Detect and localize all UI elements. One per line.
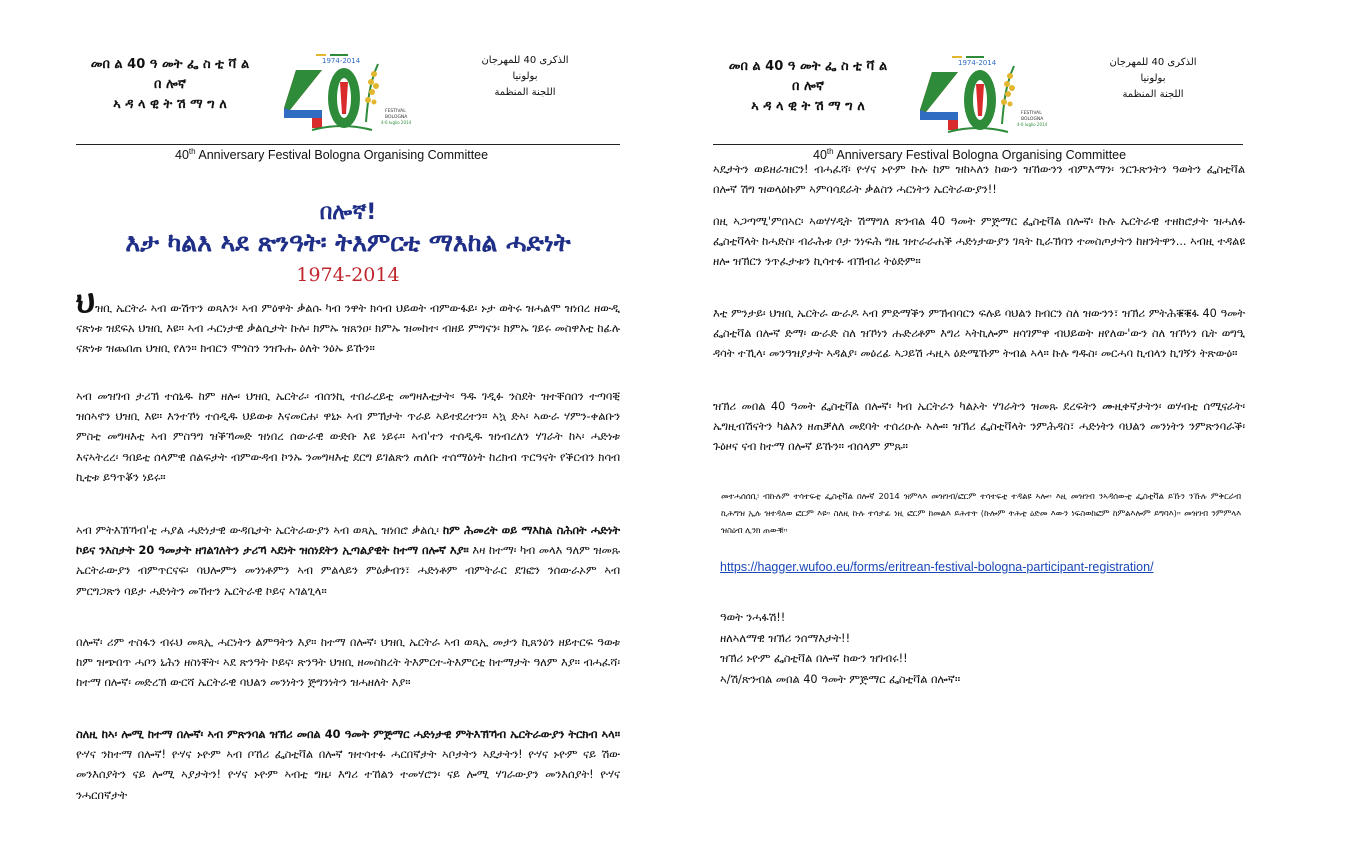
paragraph-r1: ኣዴታትን ወይዘራዝርን! ብሓፈሻ፡ ዮሃና ኑዮም ኩሉ ከም ዝከኣለን ከውን ዝኸውንን ብምእማን፡ ንርጉጽንትን ዓወትን ፌስቲቫል በሎኛ ሽግ ዝወላዕኩም ኣምባሳደራት ቃልስን ሓርነትን ኤርትራውያን!! xyxy=(713,163,1245,197)
svg-text:4-6 luglio 2014: 4-6 luglio 2014 xyxy=(381,120,412,125)
letterhead-subtitle: 40th Anniversary Festival Bologna Organising Committee xyxy=(175,147,489,163)
registration-link[interactable]: https://hagger.wufoo.eu/forms/eritrean-festival-bologna-participant-registration/ xyxy=(720,560,1154,574)
svg-text:FESTIVAL: FESTIVAL xyxy=(1021,111,1042,116)
letterhead-arabic-line: الذكرى 40 للمهرجان xyxy=(1109,57,1197,68)
festival-40-logo xyxy=(918,50,1048,136)
letterhead-arabic xyxy=(455,53,595,101)
paragraph-r3: እቲ ምንታይ፡ ህዝቢ ኤርትራ ውራዶ ኣብ ምድማቕን ምኽብባርን ፍሉይ ባህልን ክብርን ስለ ዝውንን፣ ዝኽሪ ምትሕቑቑፋ 40 ዓመት ፌስቲቫል በሎኛ ድማ፡ ውራድ ስለ ዝኾነን ሑድሪቶም እግሪ ኣትኪሎም ዘሳገምዋ ብህይወት ዘየለው'ውን ስለ ዝኾነን ቤት ወግዒ ዳሳት ተኺላ፡ መንዓዝያታት ኣዳልያ፡ መዕረፊ ኣጋይሽ ሓዚኣ ዕድሜኹም ትብል ኣላ። ኩሉ ግዱስ፡ መርሓባ ኪብላን ኪገኝን ትጽውዕ። xyxy=(713,307,1245,361)
paragraph-4: በሎኛ፡ ሪም ተስፋን ብሩህ መጻኢ ሓርነትን ልምዓትን እያ። ከተማ በሎኛ፡ ህዝቢ ኤርትራ ኣብ ወጻኢ መታን ኪጸንዕን ዘይተርፍ ዓወቱ ከም ዝጭበጥ ሓቦን ኒሕን ዘስነቐት፡ ኣደ ጽንዓት ኮይና፡ ጽንዓት ህዝቢ ዘመስከረት ትእምርተ-ትእምርቲ ከተማታት ዓለም እያ። ብሓፈሻ፡ ከተማ በሎኛ፡ መድረኽ ውርሻ ኤርትራዊ ባህልን መንነትን ጅግንነትን ዝሓዘለት እያ። xyxy=(76,636,620,690)
svg-text:BOLOGNA: BOLOGNA xyxy=(385,115,408,120)
svg-text:1974-2014: 1974-2014 xyxy=(958,59,997,67)
document-title-line2: እታ ካልእ ኣደ ጽንዓት፡ ትእምርቲ ማእከል ሓድነት xyxy=(125,228,571,257)
letterhead-arabic-line: اللجنة المنظمة xyxy=(1122,89,1184,100)
paragraph-r4: ዝኽሪ መበል 40 ዓመት ፌስቲቫል በሎኛ፡ ካብ ኤርትራን ካልኦት ሃገራትን ዝመጹ ደረፍትን ሙዚቀኛታትን፡ ወሃብቲ ሰሚናራት፡ ኤግዚብሽናትን ካልእን ዘጠቓለለ መደባት ተሰሪዑሉ ኣሎ። ዝኽሪ ፌስቲቫላት ንምሕዳስ፣ ሓድነትን ባህልን መንነትን ንምጽንባራቕ፡ ጉዕዞና ናብ ከተማ በሎኛ ይኹን። ብሰላም ምጹ። xyxy=(713,400,1245,454)
letterhead-divider xyxy=(76,144,620,145)
letterhead-amharic-line: መበ ል 40 ዓ መት ፌ ስ ቲ ቫ ል xyxy=(90,57,250,72)
drop-cap: ህ xyxy=(76,285,95,320)
svg-text:FESTIVAL: FESTIVAL xyxy=(385,109,406,114)
letterhead-amharic xyxy=(80,55,260,115)
letterhead-subtitle: 40th Anniversary Festival Bologna Organising Committee xyxy=(813,147,1127,163)
paragraph-5: ስለዚ ከኣ፡ ሎሚ ከተማ በሎኛ፡ ኣብ ምጽንባል ዝኽሪ መበል 40 ዓመት ምጅማር ሓድነታዊ ምትእኽኻብ ኤርትራውያን ትርክብ ኣላ። ዮሃና ንከተማ በሎኛ! ዮሃና ኑዮም ኣብ ቦኸሪ ፌስቲቫል በሎኛ ዝተሳተፉ ሓርበኛታት ኣቦታትን ኣዴታትን! ዮሃና ኑዮም ናይ ሽው መንእሰያትን ናይ ሎሚ ኣያታትን! ዮሃና ኑዮም ኣብቲ ግዜ፡ እግሪ ተኸልን ተመሃሮን፡ ናይ ሎሚ ሃገራውያን መንእሰያት! ዮሃና ንሓርበኛታት xyxy=(76,728,620,802)
closing-line: ዓወት ንሓፋሽ!! xyxy=(720,611,786,624)
paragraph-3: ኣብ ምትእኽኻብ'ቲ ሓያል ሓድነታዊ ውዳቤታት ኤርትራውያን ኣብ ወጻኢ ዝነበሮ ቃልሲ፡ ከም ሕመረት ወይ ማእከል ስሕበት ሓድነት ኮይና ንእስታት 20 ዓመታት ዘገልገለትን ታሪኻ ኣደነት ዝሰነደትን ኢጣልያዊት ከተማ በሎኛ እያ። እዛ ከተማ፡ ካብ መላእ ዓለም ዝመጹ ኤርትራውያን ብምጥርናፍ፡ ባህሎምን መንነቶምን ኣብ ምልላይን ምዕቃብን፣ ሓድነቶም ብምትራር ደገፎን ንሰውራኦም ኣብ ምርግጋጽን ባይታ ሓድነትን መኸተን ኤርትራዊ ኮይና ኣገልጊላ። xyxy=(76,524,620,598)
svg-text:4-6 luglio 2014: 4-6 luglio 2014 xyxy=(1017,122,1048,127)
paragraph-r2: በዚ ኣጋጣሚ'ምበኣር፡ ኣወሃሃዲት ሽማግለ ጽንብል 40 ዓመት ምጅማር ፌስቲቫል በሎኛ፡ ኩሉ ኤርትራዊ ተዘከሮታት ዝሓለፉ ፌስቲቫላት ከሓድስ፡ ብራሕቱ ቦታ ንነፍሕ ግዜ ዝተራራሐቕ ሓድነታውያን ገጻት ኪራኽባን ተመስጦታትን ከዘንትዋን... ኣብዚ ተዳልዩ ዘሎ ዝኽርን ንጥፈታቱን ኪሳተፉ ብኽብሪ ትዕድም። xyxy=(713,215,1245,269)
closing-line: ኣ/ሽ/ጽንብል መበል 40 ዓመት ምጅማር ፌስቲቫል በሎኛ። xyxy=(720,672,961,686)
closing-line: ዝኽሪ ኑዮም ፌስቲቫል በሎኛ ከውን ዝገብሩ!! xyxy=(720,652,908,665)
document-title-line1: በሎኛ! xyxy=(319,200,377,225)
letterhead-amharic-line: ኣ ዳ ላ ዊ ት ሽ ማ ግ ለ xyxy=(113,97,227,112)
letterhead-arabic-line: الذكرى 40 للمهرجان xyxy=(481,55,569,66)
letterhead-arabic-line: بولونيا xyxy=(512,71,538,82)
letterhead-amharic-line: መበ ል 40 ዓ መት ፌ ስ ቲ ቫ ል xyxy=(728,59,888,74)
letterhead-amharic-line: ኣ ዳ ላ ዊ ት ሽ ማ ግ ለ xyxy=(751,99,865,114)
document-page-right xyxy=(683,0,1366,851)
svg-text:BOLOGNA: BOLOGNA xyxy=(1021,117,1044,122)
letterhead-divider xyxy=(713,144,1243,145)
paragraph-1: ህዝቢ ኤርትራ ኣብ ውሽጥን ወጻእን፡ ኣብ ምዕዋት ቃልሱ ካብ ንዋት ክሳብ ህይወት ብምውፋይ፡ ኑታ ወትሩ ዝሓልሞ ዝነበረ ዘውዲ ናጽነቱ ዝደፍአ ህዝቢ እዩ። ኣብ ሓርነታዊ ቃልሲታት ኩሉ፡ ክምኡ ዝጸንዐ፡ ክምኡ ዝመከተ፡ ብዘይ ምግናን፡ ክምኡ ገይሩ መስዋእቲ ከፊሉ ናጽነቱ ዝጨበጠ ህዝቢ የለን። ክብርን ሞጎስን ንዝጉሑ ዕለት ንዕኡ ይኹን። xyxy=(76,285,620,356)
letterhead-arabic-line: بولونيا xyxy=(1140,73,1166,84)
letterhead-amharic-line: በ ሎኛ xyxy=(153,77,187,92)
document-years: 1974-2014 xyxy=(296,264,400,286)
svg-text:1974-2014: 1974-2014 xyxy=(322,57,361,65)
paragraph-2: ኣብ መዝገብ ታሪኽ ተሰኒዱ ከም ዘሎ፡ ህዝቢ ኤርትራ፡ ብሰንኪ ተበራረይቲ መግዛእቲታት፡ ዓዱ ገዲፉ ንስደት ዝተቐሰበን ተጣባቒ ዝሰኣኖን ህዝቢ እዩ። እንተኾነ ተሰዲዱ ህይወቱ እናመርሐ፡ ዋኒኑ ኣብ ምኽታት ጥራይ ኣይተደረተን። ኣኳ ድኣ፡ ኣውራ ሃምን-ቀልቡን ምስቲ መግዛእቲ ኣብ ምስዓግ ዝቕኻመድ ዝነበረ ሰውራዊ ውድቡ እዩ ነይሩ። ኣብ'ተን ተሰዲዱ ዝነብረለን ሃገራት ከኣ፡ ሓድነቱ እናኣትረረ፡ ዓበይቲ ሰላምዊ ሰልፍታት ብምውዳብ ኮንኡ ንመግዛእቲ ደርግ ይገልጽን ጠለቡ ተሰማዕነት ከረክብ ጥርዓናት የቕርብን ክሳብ ኪቲቱ ይዓጥቖን ነይሩ። xyxy=(76,390,620,484)
letterhead-arabic-line: اللجنة المنظمة xyxy=(494,87,556,98)
letterhead-arabic xyxy=(1083,55,1223,103)
closing-line: ዘለኣለማዊ ዝኽሪ ንሰማእታት!! xyxy=(720,631,851,645)
letterhead-amharic xyxy=(718,57,898,117)
festival-40-logo xyxy=(282,48,412,134)
letterhead-amharic-line: በ ሎኛ xyxy=(791,79,825,94)
closing-block xyxy=(720,608,960,690)
registration-note: መተሓሰሰቢ፡ ብኩሉም ተሳተፍቲ ፌስቲቫል በሎኛ 2014 ዝምላእ መዝገብ/ፎርም ተሳተፍቲ ተዳልዩ ኣሎ። እዚ መዝገብ ንኣዳሰውቲ ፌስቲቫል ይኹን ንኹሉ ምቅርራብ ኪሕግዝ ኢሉ ዝተዳለወ ፎርም እዩ። ስለዚ ኩሉ ተሳታፊ ነዚ ፎርም ከመልእ ይሕተት (ኩሎም ትሕቲ ዕድመ እውን ነፍስወከፎም ከምልእሎም ይግባእ)። መዝገብ ንምምላእ ዝስዕብ ሊንክ ጠውቑ። xyxy=(721,491,1241,535)
